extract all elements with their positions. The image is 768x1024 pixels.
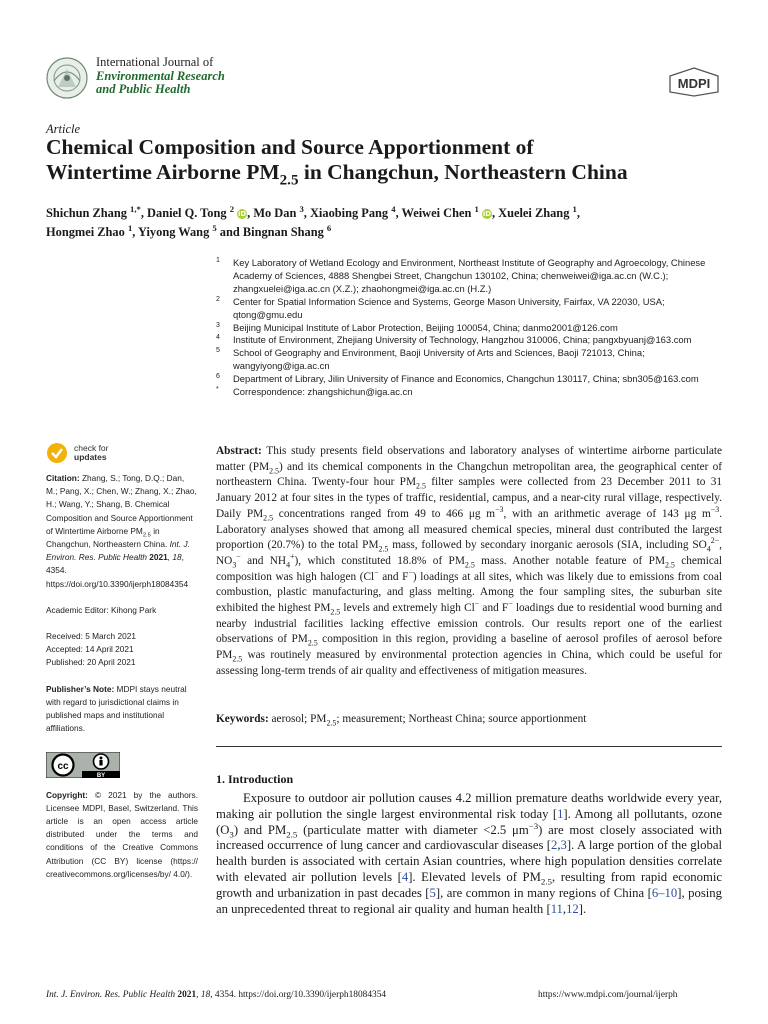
reference-link[interactable]: 3 bbox=[560, 838, 567, 853]
title-line1: Chemical Composition and Source Apportionment of bbox=[46, 135, 534, 159]
section-heading: 1. Introduction bbox=[216, 772, 294, 786]
affiliation-item: 6 Department of Library, Jilin University of Finance and Economics, Changchun 130117, China; sbn305@163.com bbox=[216, 373, 699, 385]
affiliation-item: 3 Beijing Municipal Institute of Labor Protection, Beijing 100054, China; danmo2001@126.com bbox=[216, 321, 618, 333]
reference-link[interactable]: 1 bbox=[557, 806, 564, 821]
dates bbox=[46, 630, 198, 670]
publisher-note: Publisher’s Note: MDPI stays neutral with regard to jurisdictional claims in published maps and institutional affiliations. bbox=[46, 683, 187, 734]
affiliation-item: 5 School of Geography and Environment, Baoji University of Arts and Sciences, Baoji 721013, China; wangyiyong@iga.ac.cn bbox=[216, 347, 645, 372]
introduction-paragraph: Exposure to outdoor air pollution causes 4.2 million premature deaths worldwide every year, making air pollution the single largest environmental risk today [1]. Among all pollutants, ozone $(O_3)$ and $PM_{2.5}$ (particulate matter with diameter <2.5 $\mu m^{-3}$) are most closely associated with increased occurrence of lung cancer and cardiovascular diseases [2,3]. A large portion of the global health burden is associated with certain Asian countries, where high population densities correlate with elevated air pollution levels [4]. Elevated levels of $PM_{2.5}$, resulting from rapid economic growth and urbanization in past decades [5], are common in many regions of China [6–10], posing an unprecedented threat to regional air quality and human health [11,12]. bbox=[216, 791, 722, 916]
reference-link[interactable]: 12 bbox=[566, 901, 579, 916]
journal-prefix: International Journal of bbox=[96, 55, 214, 69]
abstract: Abstract: This study presents field observations and laboratory analyses of wintertime airborne particulate matter $(PM_{2.5})$ and its chemical components in the Changchun metropolitan area, the geographical center of northeastern China. Twenty-four hour $PM_{2.5}$ filter samples were collected from 23 December 2011 to 31 January 2012 at four sites in the types of traffic, residential, campus, and a near-city rural village, respectively. Daily $PM_{2.5}$ concentrations ranged from 49 to 466 μg $m^{-3}$, with an arithmetic average of 143 μg $m^{-3}$. Laboratory analyses showed that among all measured chemical species, mineral dust contributed the largest proportion (20.7%) to the total $PM_{2.5}$ mass, followed by secondary inorganic aerosols (SIA, including $SO_4^{2-}$, $NO_3^-$ and $NH_4^+$), which constituted 18.8% of $PM_{2.5}$ mass. Another notable feature of $PM_{2.5}$ chemical composition was high halogen (Cl− and F−) loadings at all sites, which was likely due to emissions from coal combustion, plastic manufacturing, and glass melting. Among the four sampling sites, the suburban site exhibited the highest $PM_{2.5}$ levels and extremely high Cl− and F− loadings due to residential wood burning and nearby industrial facilities lacking effective emission controls. Our results report one of the earliest observations of $PM_{2.5}$ composition in this region, providing a baseline of aerosol profiles of aerosol before $PM_{2.5}$ was routinely measured by environmental protection agencies in China, which could be useful for assessing long-term trends of air quality and effectiveness of mitigation measures. bbox=[216, 445, 723, 677]
article-title bbox=[46, 135, 736, 189]
footer-journal-url[interactable]: https://www.mdpi.com/journal/ijerph bbox=[538, 990, 678, 1000]
accepted-date: Accepted: 14 April 2021 bbox=[46, 644, 134, 655]
reference-link[interactable]: 6–10 bbox=[651, 885, 678, 900]
check-for-updates-button[interactable] bbox=[46, 442, 198, 464]
affiliation-item: 4 Institute of Environment, Zhejiang University of Technology, Hangzhou 310006, China; pangxbyuanj@163.com bbox=[216, 334, 692, 346]
affiliation-item: 1 Key Laboratory of Wetland Ecology and Environment, Northeast Institute of Geography and Agroecology, Chinese Academy of Sciences, 4888 Shengbei Street, Changchun 130102, China; chenweiwei@iga.ac.cn (W.C.); zhangxuelei@iga.ac.cn (X.Z.); zhaohongmei@iga.ac.cn (H.Z.) bbox=[216, 257, 706, 294]
citation-doi-link[interactable]: , 4354. https://doi.org/10.3390/ijerph18084354 bbox=[46, 552, 189, 589]
check-updates-icon bbox=[46, 442, 68, 464]
sidebar bbox=[46, 442, 198, 881]
copyright-notice: Copyright: © 2021 by the authors. Licensee MDPI, Basel, Switzerland. This article is an open access article distributed under the terms and conditions of the Creative Commons Attribution (CC BY) license (https:// creativecommons.org/licenses/by/ 4.0/). bbox=[46, 789, 198, 879]
journal-logo bbox=[46, 57, 88, 99]
academic-editor: Academic Editor: Kihong Park bbox=[46, 604, 157, 615]
orcid-icon[interactable]: iD bbox=[238, 210, 247, 218]
title-line2: Wintertime Airborne $PM_{2.5}$ in Changchun, Northeastern China bbox=[46, 160, 628, 189]
journal-title-line2: Environmental Research bbox=[96, 68, 225, 83]
affiliation-item: 2 Center for Spatial Information Science and Systems, George Mason University, Fairfax, VA 22030, USA; qtong@gmu.edu bbox=[216, 295, 665, 320]
reference-link[interactable]: 5 bbox=[429, 885, 436, 900]
journal-title-line3: and Public Health bbox=[96, 82, 191, 96]
footer-doi-link[interactable]: , 4354. https://doi.org/10.3390/ijerph18084354 bbox=[210, 990, 387, 1000]
orcid-icon[interactable]: iD bbox=[482, 210, 492, 218]
section-divider bbox=[216, 746, 722, 747]
publisher-name: MDPI bbox=[677, 76, 711, 91]
reference-link[interactable]: 11 bbox=[550, 901, 563, 916]
svg-text:cc: cc bbox=[57, 761, 69, 773]
authors-line1: Shichun Zhang $^{1,*}$, Daniel Q. Tong $^2$ iD, Mo Dan $^3$, Xiaobing Pang $^4$, Weiwei Chen $^1$ iD, Xuelei Zhang $^1$, bbox=[46, 203, 580, 220]
journal-name bbox=[96, 56, 225, 97]
keywords: Keywords: aerosol; $PM_{2.5}$; measurement; Northeast China; source apportionment bbox=[216, 713, 587, 728]
reference-link[interactable]: 2 bbox=[551, 838, 558, 853]
updates-label: updates bbox=[74, 452, 107, 462]
published-date: Published: 20 April 2021 bbox=[46, 657, 136, 668]
reference-link[interactable]: 4 bbox=[401, 869, 409, 884]
author-list bbox=[46, 204, 736, 242]
footer-citation: Int. J. Environ. Res. Public Health 2021, 18, 4354. https://doi.org/10.3390/ijerph18084354 bbox=[46, 990, 387, 1000]
check-for-label: check for bbox=[74, 443, 109, 453]
correspondence: * Correspondence: zhangshichun@iga.ac.cn bbox=[216, 386, 413, 398]
svg-text:BY: BY bbox=[96, 773, 106, 779]
received-date: Received: 5 March 2021 bbox=[46, 631, 136, 642]
article-type: Article bbox=[46, 122, 81, 136]
cc-by-license-badge[interactable] bbox=[46, 752, 120, 778]
affiliations bbox=[216, 257, 736, 399]
mdpi-logo bbox=[666, 66, 722, 98]
citation: Citation: Zhang, S.; Tong, D.Q.; Dan, M.; Pang, X.; Chen, W.; Zhang, X.; Zhao, H.; Wang, Y.; Shang, B. Chemical Composition and Source Apportionment of Wintertime Airborne $PM_{2.5}$ in Changchun, Northeastern China. Int. J. Environ. Res. Public Health 2021, 18, 4354. https://doi.org/10.3390/ijerph18084354 bbox=[46, 473, 197, 589]
authors-line2: Hongmei Zhao $^1$, Yiyong Wang $^5$ and Bingnan Shang $^6$ bbox=[46, 222, 332, 239]
